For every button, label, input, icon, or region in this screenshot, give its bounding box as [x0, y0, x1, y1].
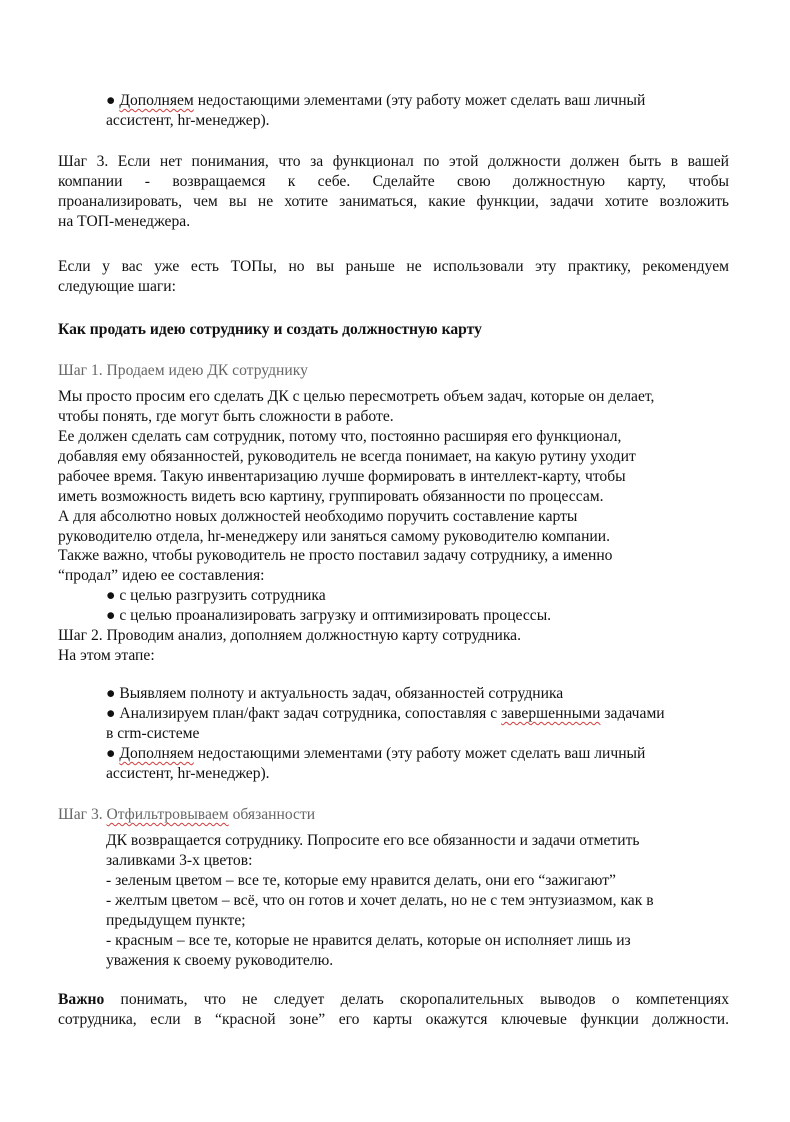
step1-body-line: “продал” идею ее составления: [58, 567, 265, 584]
step3-body-line: ДК возвращается сотруднику. Попросите его все обязанности и задачи отметить [106, 832, 640, 849]
step1-body-line: Также важно, чтобы руководитель не просто поставил задачу сотруднику, а именно [58, 547, 613, 564]
spellcheck-word: Дополняем [119, 92, 194, 109]
important-label: Важно [58, 991, 105, 1008]
spellcheck-word: завершенными [501, 705, 601, 722]
step1-bullet: ● с целью проанализировать загрузку и оптимизировать процессы. [106, 607, 552, 624]
spellcheck-word: Отфильтровываем [106, 806, 229, 823]
step3-intro-line: на ТОП-менеджера. [58, 213, 191, 230]
step1-heading: Шаг 1. Продаем идею ДК сотруднику [58, 362, 308, 379]
step2-heading: Шаг 2. Проводим анализ, дополняем должностную карту сотрудника. [58, 627, 522, 644]
step2-bullet: ● Выявляем полноту и актуальность задач, обязанностей сотрудника [106, 685, 564, 702]
tops-paragraph-line: Если у вас уже есть ТОПы, но вы раньше не использовали эту практику, рекомендуем [58, 258, 729, 275]
step3-body-line: предыдущем пункте; [106, 912, 246, 929]
important-paragraph-line: сотрудника, если в “красной зоне” его карты окажутся ключевые функции должности. [58, 1011, 729, 1028]
step1-body-line: добавляя ему обязанностей, руководитель не всегда понимает, на какую рутину уходит [58, 448, 636, 465]
step2-bullet-cont: в crm-системе [106, 725, 200, 742]
tops-paragraph-line: следующие шаги: [58, 278, 176, 295]
step3-body-line: - зеленым цветом – все те, которые ему нравится делать, они его “зажигают” [106, 872, 616, 889]
step2-bullet: ● Дополняем недостающими элементами (эту работу может сделать ваш личный [106, 745, 646, 762]
section-heading: Как продать идею сотруднику и создать должностную карту [58, 321, 482, 338]
step1-body-line: рабочее время. Такую инвентаризацию лучше формировать в интеллект-карту, чтобы [58, 468, 626, 485]
step2-bullet-cont: ассистент, hr-менеджер). [106, 765, 270, 782]
step1-body-line: руководителю отдела, hr-менеджеру или заняться самому руководителю компании. [58, 528, 611, 545]
important-paragraph-line: Важно понимать, что не следует делать скоропалительных выводов о компетенциях [58, 991, 729, 1008]
step3-intro-line: компании - возвращаемся к себе. Сделайте свою должностную карту, чтобы [58, 173, 729, 190]
step3-heading: Шаг 3. Отфильтровываем обязанности [58, 806, 316, 823]
step3-body-line: уважения к своему руководителю. [106, 952, 334, 969]
step1-bullet: ● с целью разгрузить сотрудника [106, 587, 326, 604]
step3-body-line: - красным – все те, которые не нравится делать, которые он исполняет лишь из [106, 932, 631, 949]
step3-body-line: - желтым цветом – всё, что он готов и хочет делать, но не с тем энтузиазмом, как в [106, 892, 654, 909]
bullet-fill-missing: ● Дополняем недостающими элементами (эту работу может сделать ваш личный [106, 92, 646, 109]
step1-body-line: чтобы понять, где могут быть сложности в работе. [58, 408, 394, 425]
step1-body-line: Мы просто просим его сделать ДК с целью пересмотреть объем задач, которые он делает, [58, 388, 655, 405]
step3-body-line: заливками 3-х цветов: [106, 852, 253, 869]
step1-body-line: иметь возможность видеть всю картину, группировать обязанности по процессам. [58, 488, 604, 505]
step3-intro-line: проанализировать, чем вы не хотите заниматься, какие функции, задачи хотите возложить [58, 193, 729, 210]
bullet-fill-missing-cont: ассистент, hr-менеджер). [106, 112, 270, 129]
step2-bullet: ● Анализируем план/факт задач сотрудника, сопоставляя с завершенными задачами [106, 705, 665, 722]
step1-body-line: А для абсолютно новых должностей необходимо поручить составление карты [58, 508, 578, 525]
step2-intro: На этом этапе: [58, 647, 155, 664]
spellcheck-word: Дополняем [119, 745, 194, 762]
step1-body-line: Ее должен сделать сам сотрудник, потому что, постоянно расширяя его функционал, [58, 428, 622, 445]
step3-intro-line: Шаг 3. Если нет понимания, что за функционал по этой должности должен быть в вашей [58, 153, 729, 170]
